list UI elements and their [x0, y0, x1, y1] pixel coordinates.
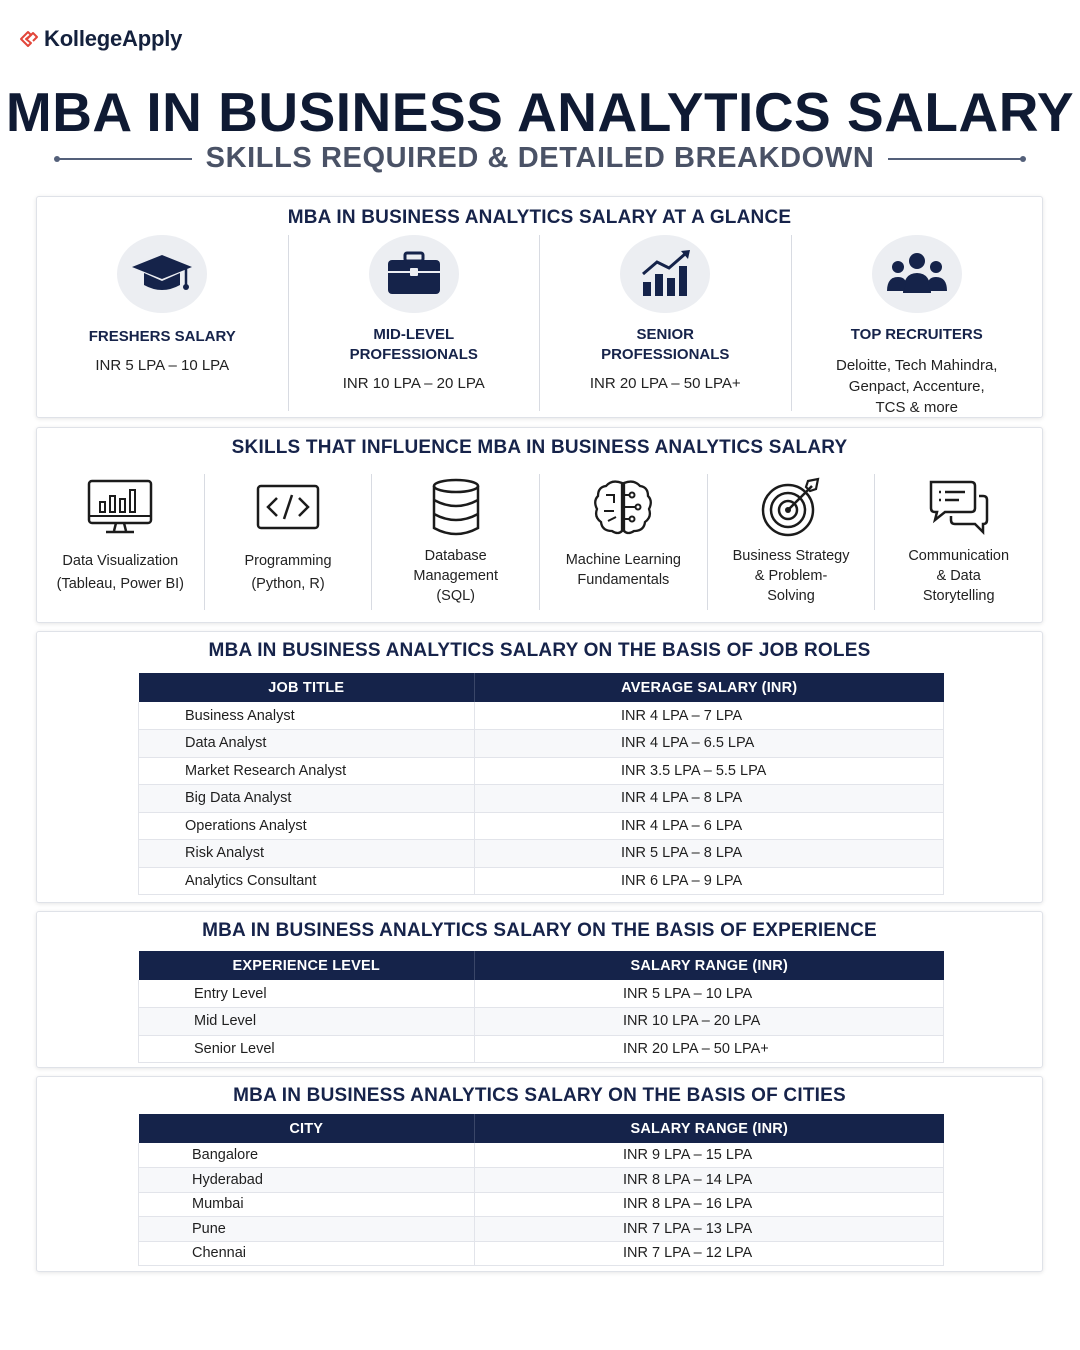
brand-name: KollegeApply	[44, 26, 183, 51]
column-header: SALARY RANGE (INR)	[475, 951, 944, 980]
table-header-row	[139, 951, 944, 980]
table-row	[139, 1168, 944, 1193]
skill-label: Database Management (SQL)	[413, 548, 498, 604]
table-row	[139, 867, 944, 895]
job-title-cell: Market Research Analyst	[139, 757, 475, 785]
experience-table	[138, 951, 944, 1063]
column-header: EXPERIENCE LEVEL	[139, 951, 475, 980]
job-title-cell: Analytics Consultant	[139, 867, 475, 895]
subtitle-row	[0, 142, 1080, 175]
target-icon	[708, 474, 875, 540]
table-row	[139, 1217, 944, 1242]
experience-card	[36, 911, 1043, 1068]
table-header-row	[139, 673, 944, 702]
glance-title: MBA IN BUSINESS ANALYTICS SALARY AT A GLANCE	[287, 207, 792, 228]
job-title-cell: Operations Analyst	[139, 812, 475, 840]
glance-label: TOP RECRUITERS	[850, 326, 983, 343]
experience-level-cell: Entry Level	[139, 980, 475, 1008]
brain-circuit-icon	[540, 474, 707, 540]
database-icon	[372, 474, 539, 540]
salary-cell: INR 8 LPA – 14 LPA	[475, 1168, 944, 1193]
column-header: JOB TITLE	[139, 673, 475, 702]
salary-cell: INR 20 LPA – 50 LPA+	[475, 1035, 944, 1063]
table-row	[139, 785, 944, 813]
skills-title: SKILLS THAT INFLUENCE MBA IN BUSINESS ANALYTICS SALARY	[231, 437, 848, 458]
job-title-cell: Big Data Analyst	[139, 785, 475, 813]
glance-item-freshers	[37, 235, 288, 411]
cities-table	[138, 1114, 944, 1266]
city-cell: Hyderabad	[139, 1168, 475, 1193]
skill-label: Programming (Python, R)	[244, 553, 332, 592]
city-cell: Bangalore	[139, 1143, 475, 1168]
graduation-cap-icon	[117, 235, 207, 313]
salary-cell: INR 7 LPA – 13 LPA	[475, 1217, 944, 1242]
dashboard-monitor-icon	[37, 474, 204, 540]
chat-bubbles-icon	[875, 474, 1042, 540]
job-roles-card	[36, 631, 1043, 903]
table-row	[139, 757, 944, 785]
table-row	[139, 980, 944, 1008]
glance-label: SENIOR PROFESSIONALS	[601, 326, 730, 363]
skill-label: Data Visualization (Tableau, Power BI)	[56, 553, 184, 592]
table-row	[139, 1035, 944, 1063]
code-icon	[205, 474, 372, 540]
table-row	[139, 812, 944, 840]
salary-cell: INR 6 LPA – 9 LPA	[475, 867, 944, 895]
salary-cell: INR 5 LPA – 8 LPA	[475, 840, 944, 868]
briefcase-icon	[369, 235, 459, 313]
job-title-cell: Risk Analyst	[139, 840, 475, 868]
glance-label: MID-LEVEL PROFESSIONALS	[349, 326, 478, 363]
salary-cell: INR 5 LPA – 10 LPA	[475, 980, 944, 1008]
table-row	[139, 1143, 944, 1168]
glance-item-senior	[539, 235, 791, 411]
salary-cell: INR 3.5 LPA – 5.5 LPA	[475, 757, 944, 785]
glance-value: INR 20 LPA – 50 LPA+	[589, 375, 741, 392]
page-subtitle: SKILLS REQUIRED & DETAILED BREAKDOWN	[205, 142, 875, 174]
glance-items	[37, 235, 1042, 416]
salary-cell: INR 7 LPA – 12 LPA	[475, 1241, 944, 1266]
job-roles-table	[138, 673, 944, 895]
cities-card	[36, 1076, 1043, 1272]
skill-label: Business Strategy & Problem- Solving	[732, 548, 850, 604]
table-row	[139, 702, 944, 730]
job-title-cell: Business Analyst	[139, 702, 475, 730]
glance-item-recruiters	[791, 235, 1043, 416]
column-header: CITY	[139, 1114, 475, 1143]
skill-item	[874, 474, 1042, 610]
skill-item	[707, 474, 875, 610]
page-title: MBA IN BUSINESS ANALYTICS SALARY	[5, 81, 1075, 143]
table-row	[139, 1192, 944, 1217]
salary-cell: INR 9 LPA – 15 LPA	[475, 1143, 944, 1168]
glance-label: FRESHERS SALARY	[88, 328, 236, 345]
salary-cell: INR 4 LPA – 8 LPA	[475, 785, 944, 813]
glance-value: INR 5 LPA – 10 LPA	[95, 357, 230, 374]
experience-level-cell: Senior Level	[139, 1035, 475, 1063]
salary-at-a-glance-card	[36, 196, 1043, 418]
experience-title: MBA IN BUSINESS ANALYTICS SALARY ON THE BASIS OF EXPERIENCE	[202, 920, 877, 941]
table-row	[139, 840, 944, 868]
city-cell: Mumbai	[139, 1192, 475, 1217]
glance-value: Deloitte, Tech Mahindra, Genpact, Accenture, TCS & more	[836, 357, 998, 416]
glance-item-mid-level	[288, 235, 540, 411]
salary-cell: INR 8 LPA – 16 LPA	[475, 1192, 944, 1217]
subtitle-divider-right	[888, 158, 1023, 160]
table-header-row	[139, 1114, 944, 1143]
skill-item	[204, 474, 372, 610]
salary-cell: INR 4 LPA – 6.5 LPA	[475, 730, 944, 758]
skill-label: Communication & Data Storytelling	[908, 548, 1010, 604]
team-icon	[872, 235, 962, 313]
glance-value: INR 10 LPA – 20 LPA	[342, 375, 485, 392]
skill-item	[539, 474, 707, 610]
experience-level-cell: Mid Level	[139, 1008, 475, 1036]
city-cell: Pune	[139, 1217, 475, 1242]
salary-cell: INR 10 LPA – 20 LPA	[475, 1008, 944, 1036]
skills-card	[36, 427, 1043, 623]
brand-logo[interactable]	[18, 26, 182, 52]
table-row	[139, 730, 944, 758]
job-title-cell: Data Analyst	[139, 730, 475, 758]
table-row	[139, 1008, 944, 1036]
column-header: SALARY RANGE (INR)	[475, 1114, 944, 1143]
cities-title: MBA IN BUSINESS ANALYTICS SALARY ON THE BASIS OF CITIES	[233, 1085, 846, 1106]
job-roles-title: MBA IN BUSINESS ANALYTICS SALARY ON THE BASIS OF JOB ROLES	[208, 640, 871, 661]
kollegeapply-logo-icon	[18, 28, 40, 50]
growth-chart-icon	[620, 235, 710, 313]
column-header: AVERAGE SALARY (INR)	[475, 673, 944, 702]
skills-items	[37, 474, 1042, 610]
salary-cell: INR 4 LPA – 7 LPA	[475, 702, 944, 730]
subtitle-divider-left	[57, 158, 192, 160]
table-row	[139, 1241, 944, 1266]
salary-cell: INR 4 LPA – 6 LPA	[475, 812, 944, 840]
skill-label: Machine Learning Fundamentals	[565, 552, 681, 588]
skill-item	[37, 474, 204, 610]
city-cell: Chennai	[139, 1241, 475, 1266]
skill-item	[371, 474, 539, 610]
